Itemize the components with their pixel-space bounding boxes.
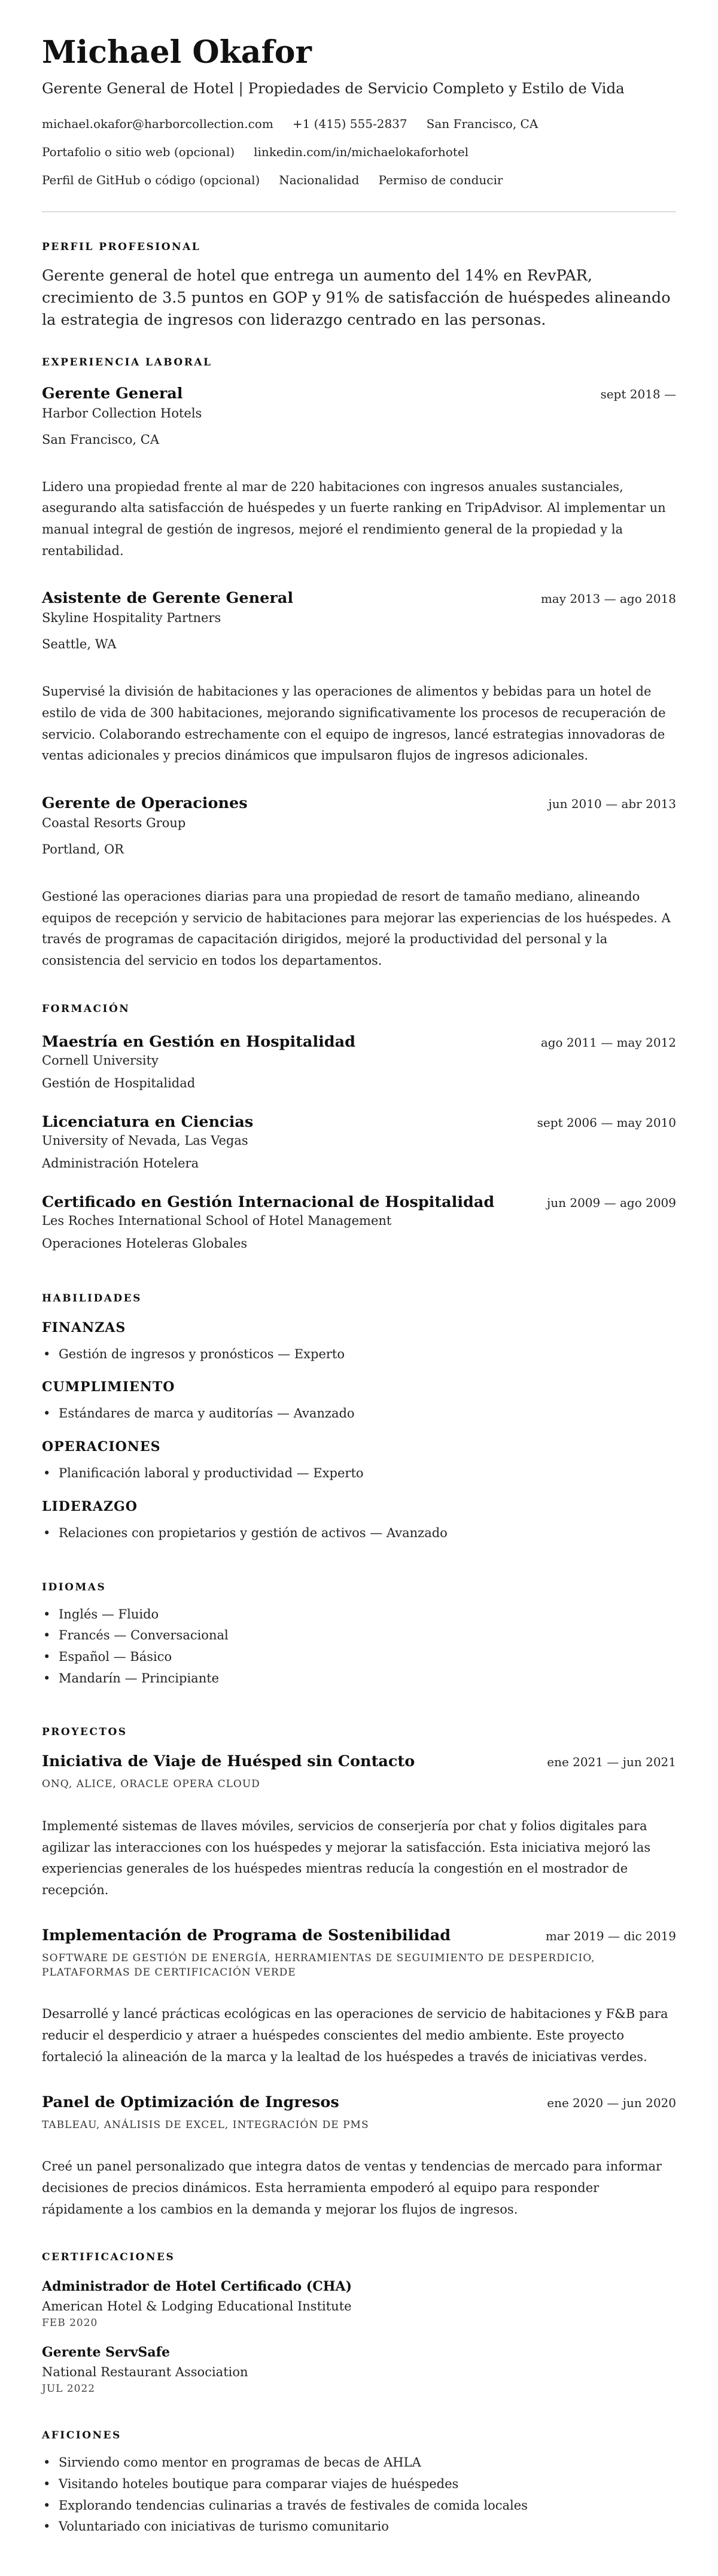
candidate-name: Michael Okafor (42, 34, 312, 71)
hobby-list (42, 2452, 676, 2538)
certification-issuer: American Hotel & Lodging Educational Institute (42, 2299, 352, 2314)
section-title: CERTIFICACIONES (42, 2251, 175, 2264)
project-title: Panel de Optimización de Ingresos (42, 2093, 339, 2111)
project-description: Creé un panel personalizado que integra datos de ventas y tendencias de mercado para informar decisiones de precios dinámicos. Esta herramienta empoderó al equipo para responder rápidamente a los cambios en la demanda y mejorar los flujos de ingresos. (42, 2159, 662, 2217)
skill-item: • Estándares de marca y auditorías — Avanzado (42, 1403, 676, 1425)
job-location: Portland, OR (42, 842, 124, 857)
project-technologies: SOFTWARE DE GESTIÓN DE ENERGÍA, HERRAMIENTAS DE SEGUIMIENTO DE DESPERDICIO, PLATAFORMAS DE CERTIFICACIÓN VERDE (42, 1952, 595, 1979)
field-of-study: Gestión de Hospitalidad (42, 1075, 196, 1090)
skill-category: FINANZAS (42, 1319, 126, 1336)
section-title: PERFIL PROFESIONAL (42, 240, 201, 253)
section-title: HABILIDADES (42, 1292, 142, 1304)
institution-name: University of Nevada, Las Vegas (42, 1133, 248, 1148)
project-description: Implementé sistemas de llaves móviles, servicios de conserjería por chat y folios digitales para agilizar las interacciones con los huéspedes y mejorar la satisfacción. Esta iniciativa mejoró las experiencias generales de los huéspedes mientras reducía la congestión en el mostrador de recepción. (42, 1819, 651, 1898)
hobby-item: • Voluntariado con iniciativas de turismo comunitario (42, 2516, 676, 2538)
hobby-item: • Explorando tendencias culinarias a través de festivales de comida locales (42, 2495, 676, 2517)
job-company: Coastal Resorts Group (42, 816, 186, 831)
skill-list (42, 1344, 676, 1365)
section-title: FORMACIÓN (42, 1002, 130, 1015)
job-entry (42, 385, 676, 562)
skill-category: CUMPLIMIENTO (42, 1379, 175, 1395)
project-title: Implementación de Programa de Sostenibilidad (42, 1926, 451, 1944)
certification-date: JUL 2022 (42, 2383, 96, 2395)
institution-name: Les Roches International School of Hotel Management (42, 1213, 392, 1228)
project-dates: mar 2019 — dic 2019 (545, 1928, 676, 1943)
project-entry (42, 2093, 676, 2221)
job-description: Lidero una propiedad frente al mar de 220 habitaciones con ingresos anuales sustanciales, asegurando alta satisfacción de huéspedes y un fuerte ranking en TripAdvisor. Al implementar un manual integral de gestión de ingresos, mejoré el rendimiento general de la propiedad y la rentabilidad. (42, 479, 666, 558)
job-entry (42, 589, 676, 767)
certification-date: FEB 2020 (42, 2317, 98, 2330)
hobby-item: • Sirviendo como mentor en programas de becas de AHLA (42, 2452, 676, 2474)
section-title: AFICIONES (42, 2429, 121, 2442)
experience-section (42, 356, 676, 972)
location-text: San Francisco, CA (426, 116, 538, 131)
project-entry (42, 1926, 676, 2068)
project-title: Iniciativa de Viaje de Huésped sin Contacto (42, 1752, 415, 1771)
language-list (42, 1604, 676, 1690)
job-description: Gestioné las operaciones diarias para una propiedad de resort de tamaño mediano, alineando equipos de recepción y servicio de habitaciones para mejorar las experiencias de los huéspedes. A través de programas de capacitación dirigidos, mejoré la productividad del personal y la consistencia del servicio en todos los departamentos. (42, 889, 671, 968)
contact-row (42, 116, 676, 132)
job-company: Harbor Collection Hotels (42, 406, 202, 420)
skill-list (42, 1523, 676, 1544)
job-title: Gerente General (42, 384, 183, 403)
degree-title: Certificado en Gestión Internacional de Hospitalidad (42, 1193, 495, 1211)
job-company: Skyline Hospitality Partners (42, 611, 221, 626)
header-divider (42, 211, 676, 212)
education-entry (42, 1033, 676, 1090)
education-entry (42, 1113, 676, 1170)
field-of-study: Administración Hotelera (42, 1156, 199, 1170)
candidate-headline: Gerente General de Hotel | Propiedades de Servicio Completo y Estilo de Vida (42, 79, 625, 97)
education-section (42, 1003, 676, 1251)
degree-title: Maestría en Gestión en Hospitalidad (42, 1032, 355, 1051)
degree-title: Licenciatura en Ciencias (42, 1112, 254, 1131)
job-location: Seattle, WA (42, 637, 117, 652)
job-location: San Francisco, CA (42, 432, 160, 447)
summary-text: Gerente general de hotel que entrega un aumento del 14% en RevPAR, crecimiento de 3.5 puntos en GOP y 91% de satisfacción de huéspedes alineando la estrategia de ingresos con liderazgo centrado en las personas. (42, 266, 671, 329)
project-dates: ene 2021 — jun 2021 (547, 1755, 676, 1770)
certifications-section (42, 2251, 676, 2395)
contact-row (42, 144, 676, 160)
projects-section (42, 1726, 676, 2220)
certification-title: Gerente ServSafe (42, 2345, 171, 2361)
skill-category: LIDERAZGO (42, 1498, 138, 1514)
languages-section (42, 1581, 676, 1690)
job-dates: jun 2010 — abr 2013 (548, 797, 676, 812)
job-entry (42, 794, 676, 972)
license-text: Permiso de conducir (378, 172, 503, 187)
language-item: • Español — Básico (42, 1647, 676, 1668)
job-description: Supervisé la división de habitaciones y las operaciones de alimentos y bebidas para un hotel de estilo de vida de 300 habitaciones, mejorando significativamente los procesos de recuperación de servicio. Colaborando estrechamente con el equipo de ingresos, lancé estrategias innovadoras de ventas adicionales y precios dinámicos que impulsaron flujos de ingresos adicionales. (42, 684, 666, 763)
certification-title: Administrador de Hotel Certificado (CHA) (42, 2279, 352, 2295)
education-dates: ago 2011 — may 2012 (540, 1035, 676, 1050)
resume-header (42, 35, 676, 188)
education-dates: sept 2006 — may 2010 (537, 1115, 676, 1130)
field-of-study: Operaciones Hoteleras Globales (42, 1236, 248, 1251)
job-dates: sept 2018 — (600, 386, 676, 401)
portfolio-link[interactable]: Portafolio o sitio web (opcional) (42, 144, 235, 159)
certification-entry (42, 2345, 676, 2395)
project-technologies: TABLEAU, ANÁLISIS DE EXCEL, INTEGRACIÓN DE PMS (42, 2118, 369, 2131)
skill-category: OPERACIONES (42, 1439, 161, 1455)
skill-item: • Relaciones con propietarios y gestión de activos — Avanzado (42, 1523, 676, 1544)
nationality-text: Nacionalidad (279, 172, 360, 187)
github-link[interactable]: Perfil de GitHub o código (opcional) (42, 172, 260, 187)
skill-item: • Planificación laboral y productividad — Experto (42, 1463, 676, 1484)
education-entry (42, 1193, 676, 1251)
institution-name: Cornell University (42, 1053, 159, 1068)
contact-row (42, 172, 676, 188)
summary-section (42, 241, 676, 331)
project-entry (42, 1752, 676, 1901)
language-item: • Francés — Conversacional (42, 1625, 676, 1647)
skill-list (42, 1403, 676, 1425)
certification-entry (42, 2279, 676, 2329)
job-title: Asistente de Gerente General (42, 589, 294, 608)
hobbies-section (42, 2429, 676, 2538)
skills-section (42, 1292, 676, 1544)
skill-list (42, 1463, 676, 1484)
section-title: EXPERIENCIA LABORAL (42, 356, 212, 368)
project-dates: ene 2020 — jun 2020 (547, 2095, 676, 2110)
hobby-item: • Visitando hoteles boutique para comparar viajes de huéspedes (42, 2474, 676, 2495)
section-title: IDIOMAS (42, 1581, 107, 1593)
skill-item: • Gestión de ingresos y pronósticos — Experto (42, 1344, 676, 1365)
linkedin-link[interactable]: linkedin.com/in/michaelokaforhotel (254, 144, 469, 159)
job-dates: may 2013 — ago 2018 (540, 592, 676, 606)
language-item: • Mandarín — Principiante (42, 1668, 676, 1690)
language-item: • Inglés — Fluido (42, 1604, 676, 1626)
project-technologies: ONQ, ALICE, ORACLE OPERA CLOUD (42, 1778, 260, 1791)
phone-number: +1 (415) 555-2837 (292, 116, 407, 131)
project-description: Desarrollé y lancé prácticas ecológicas en las operaciones de servicio de habitaciones y F&B para reducir el desperdicio y atraer a huéspedes conscientes del medio ambiente. Este proyecto fortaleció la alineación de la marca y la lealtad de los huéspedes a través de iniciativas verdes. (42, 2007, 668, 2064)
job-title: Gerente de Operaciones (42, 794, 248, 813)
education-dates: jun 2009 — ago 2009 (547, 1195, 676, 1210)
section-title: PROYECTOS (42, 1726, 127, 1739)
email-link[interactable]: michael.okafor@harborcollection.com (42, 116, 273, 131)
certification-issuer: National Restaurant Association (42, 2365, 248, 2380)
